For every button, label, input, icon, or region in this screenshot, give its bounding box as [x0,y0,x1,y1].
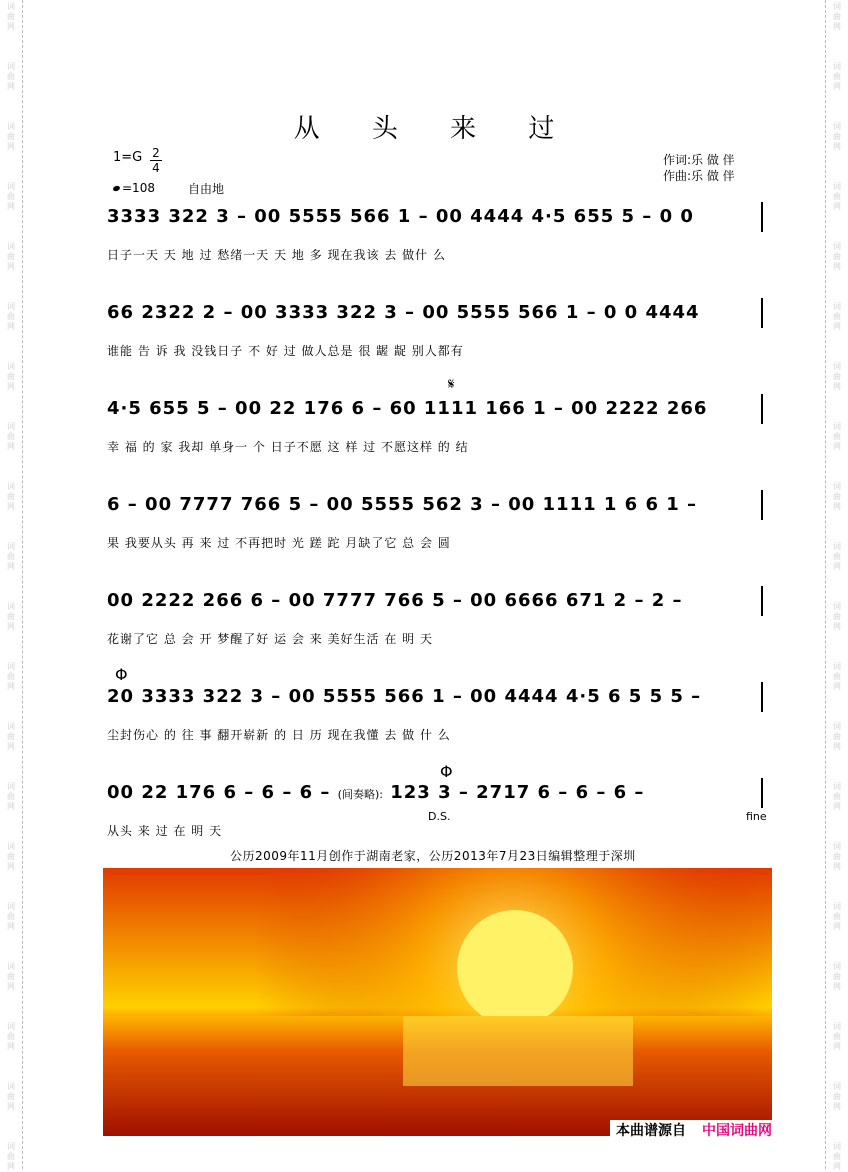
watermark-text: 词 曲 网 [833,662,841,691]
time-signature [150,146,162,175]
sun [457,910,573,1026]
watermark-text: 词 曲 网 [7,902,15,931]
notation-line [107,488,763,522]
lyrics-line: 从头 来 过 在 明 天 [107,824,223,838]
watermark-text: 词 曲 网 [833,302,841,331]
notation-line [107,584,763,618]
watermark-text: 词 曲 网 [833,2,841,31]
watermark-text: 词 曲 网 [7,182,15,211]
watermark-text: 词 曲 网 [7,662,15,691]
lyrics-line: 日子一天 天 地 过 愁绪一天 天 地 多 现在我该 去 做什 么 [107,248,446,262]
right-watermark-strip [825,0,848,1169]
notation-text: 3333 322 3 – 00 5555 566 1 – 00 4444 4·5 655 5 – 0 0 [107,206,694,227]
watermark-text: 词 曲 网 [7,542,15,571]
watermark-text: 词 曲 网 [7,122,15,151]
time-signature-top: 2 [152,146,160,160]
notation-text: 66 2322 2 – 00 3333 322 3 – 00 5555 566 1 – 0 0 4444 [107,302,700,323]
quarter-note-icon [112,185,120,192]
fine-mark: fine [746,810,767,823]
barline [761,298,763,328]
watermark-text: 词 曲 网 [833,542,841,571]
watermark-text: 词 曲 网 [7,782,15,811]
watermark-text: 词 曲 网 [7,602,15,631]
barline [761,778,763,808]
watermark-text: 词 曲 网 [833,1082,841,1111]
watermark-text: 词 曲 网 [833,1142,841,1171]
left-watermark-strip [0,0,23,1169]
watermark-text: 词 曲 网 [833,182,841,211]
watermark-text: 词 曲 网 [833,962,841,991]
notation-line [107,392,763,426]
watermark-text: 词 曲 网 [7,62,15,91]
watermark-text: 词 曲 网 [7,1082,15,1111]
tempo-mark [113,181,155,195]
song-title: 从 头 来 过 [293,114,577,144]
lyrics-line: 花谢了它 总 会 开 梦醒了好 运 会 来 美好生活 在 明 天 [107,632,433,646]
coda-sign: Φ [115,665,128,684]
notation-text [107,776,644,812]
watermark-text: 词 曲 网 [833,482,841,511]
watermark-text: 词 曲 网 [833,722,841,751]
watermark-text: 词 曲 网 [7,842,15,871]
watermark-text: 词 曲 网 [833,422,841,451]
watermark-text: 词 曲 网 [833,902,841,931]
sun-reflection [403,1016,633,1086]
watermark-text: 词 曲 网 [7,422,15,451]
source-label: 本曲谱源自 [616,1123,686,1139]
watermark-text: 词 曲 网 [833,602,841,631]
watermark-text: 词 曲 网 [7,722,15,751]
watermark-text: 词 曲 网 [833,782,841,811]
watermark-text: 词 曲 网 [7,1142,15,1171]
watermark-text: 词 曲 网 [7,962,15,991]
notation-text: 00 2222 266 6 – 00 7777 766 5 – 00 6666 671 2 – 2 – [107,590,683,611]
credits [663,152,735,184]
composer: 作曲:乐 做 伴 [663,169,735,183]
watermark-text: 词 曲 网 [833,362,841,391]
watermark-text: 词 曲 网 [833,122,841,151]
lyrics-line: 幸 福 的 家 我却 单身一 个 日子不愿 这 样 过 不愿这样 的 结 [107,440,469,454]
composition-note: 公历2009年11月创作于湖南老家，公历2013年7月23日编辑整理于深圳 [230,849,636,863]
notation-line [107,296,763,330]
watermark-text: 词 曲 网 [7,242,15,271]
sunset-illustration [103,868,772,1136]
watermark-text: 词 曲 网 [833,842,841,871]
dal-segno-mark: D.S. [428,810,451,823]
watermark-text: 词 曲 网 [833,1022,841,1051]
lyrics-line: 谁能 告 诉 我 没钱日子 不 好 过 做人总是 很 龌 龊 别人都有 [107,344,464,358]
lyrics-line: 尘封伤心 的 往 事 翻开崭新 的 日 历 现在我懂 去 做 什 么 [107,728,451,742]
barline [761,202,763,232]
notation-text: 20 3333 322 3 – 00 5555 566 1 – 00 4444 4·5 6 5 5 5 – [107,686,702,707]
notation-text: 6 – 00 7777 766 5 – 00 5555 562 3 – 00 1111 1 6 6 1 – [107,494,698,515]
watermark-text: 词 曲 网 [833,62,841,91]
barline [761,586,763,616]
notation-segment: 123 3 – 2717 6 – 6 – 6 – [390,782,645,803]
source-banner [610,1120,818,1142]
barline [761,682,763,712]
segno-sign: 𝄋 [448,375,455,393]
notation-line [107,200,763,234]
coda-sign: Φ [440,762,453,781]
key-signature: 1=G [113,150,143,165]
notation-segment: 00 22 176 6 – 6 – 6 – [107,782,331,803]
notation-line [107,680,763,714]
watermark-text: 词 曲 网 [7,482,15,511]
barline [761,394,763,424]
watermark-text: 词 曲 网 [7,2,15,31]
tempo-value: =108 [122,181,155,195]
source-site-link[interactable]: 中国词曲网 [702,1123,772,1139]
interlude-note: (间奏略): [337,788,383,801]
notation-line [107,776,763,810]
lyrics-line: 果 我要从头 再 来 过 不再把时 光 蹉 跎 月缺了它 总 会 圆 [107,536,451,550]
watermark-text: 词 曲 网 [7,302,15,331]
time-signature-bottom: 4 [152,161,160,175]
sunset-image [103,868,772,1136]
expression-mark: 自由地 [188,182,225,196]
watermark-text: 词 曲 网 [833,242,841,271]
watermark-text: 词 曲 网 [7,1022,15,1051]
barline [761,490,763,520]
lyricist: 作词:乐 做 伴 [663,153,735,167]
notation-text: 4·5 655 5 – 00 22 176 6 – 60 1111 166 1 – 00 2222 266 [107,398,708,419]
watermark-text: 词 曲 网 [7,362,15,391]
